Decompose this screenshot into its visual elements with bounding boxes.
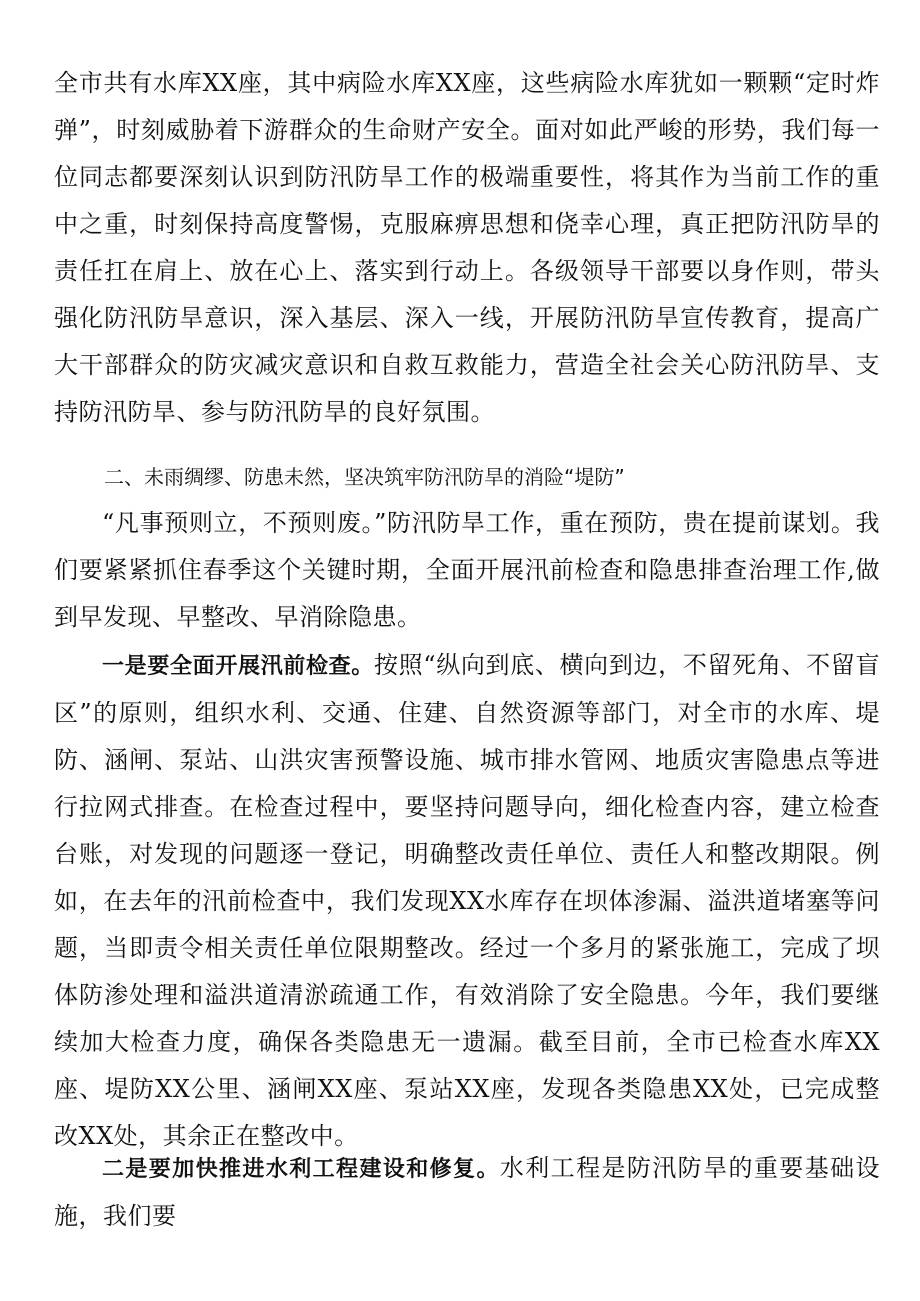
point-1-lead: 一是要全面开展汛前检查。	[102, 654, 374, 679]
point-2-lead: 二是要加快推进水利工程建设和修复。	[102, 1157, 500, 1182]
point-2-body: 水利工程是防汛防旱的重要基础设施，我们要	[54, 1154, 880, 1230]
paragraph-point-1	[54, 642, 880, 1160]
paragraph-reservoir-risk: 全市共有水库XX座，其中病险水库XX座，这些病险水库犹如一颗颗“定时炸弹”，时刻威胁着下游群众的生命财产安全。面对如此严峻的形势，我们每一位同志都要深刻认识到防汛防旱工作的极端重要性，将其作为当前工作的重中之重，时刻保持高度警惕，克服麻痹思想和侥幸心理，真正把防汛防旱的责任扛在肩上、放在心上、落实到行动上。各级领导干部要以身作则，带头强化防汛防旱意识，深入基层、深入一线，开展防汛防旱宣传教育，提高广大干部群众的防灾减灾意识和自救互救能力，营造全社会关心防汛防旱、支持防汛防旱、参与防汛防旱的良好氛围。	[54, 69, 880, 426]
paragraph-point-2	[54, 1145, 880, 1240]
point-1-body: 按照“纵向到底、横向到边，不留死角、不留盲区”的原则，组织水利、交通、住建、自然资源等部门，对全市的水库、堤防、涵闸、泵站、山洪灾害预警设施、城市排水管网、地质灾害隐患点等进行拉网式排查。在检查过程中，要坚持问题导向，细化检查内容，建立检查台账，对发现的问题逐一登记，明确整改责任单位、责任人和整改期限。例如，在去年的汛前检查中，我们发现XX水库存在坝体渗漏、溢洪道堵塞等问题，当即责令相关责任单位限期整改。经过一个多月的紧张施工，完成了坝体防渗处理和溢洪道清淤疏通工作，有效消除了安全隐患。今年，我们要继续加大检查力度，确保各类隐患无一遗漏。截至目前，全市已检查水库XX座、堤防XX公里、涵闸XX座、泵站XX座，发现各类隐患XX处，已完成整改XX处，其余正在整改中。	[54, 651, 880, 1150]
section-heading-2: 二、未雨绸缪、防患未然，坚决筑牢防汛防旱的消险“堤防”	[104, 465, 625, 489]
paragraph-prevention-intro: “凡事预则立，不预则废。”防汛防旱工作，重在预防，贵在提前谋划。我们要紧紧抓住春季这个关键时期，全面开展汛前检查和隐患排查治理工作,做到早发现、早整改、早消除隐患。	[54, 509, 880, 631]
